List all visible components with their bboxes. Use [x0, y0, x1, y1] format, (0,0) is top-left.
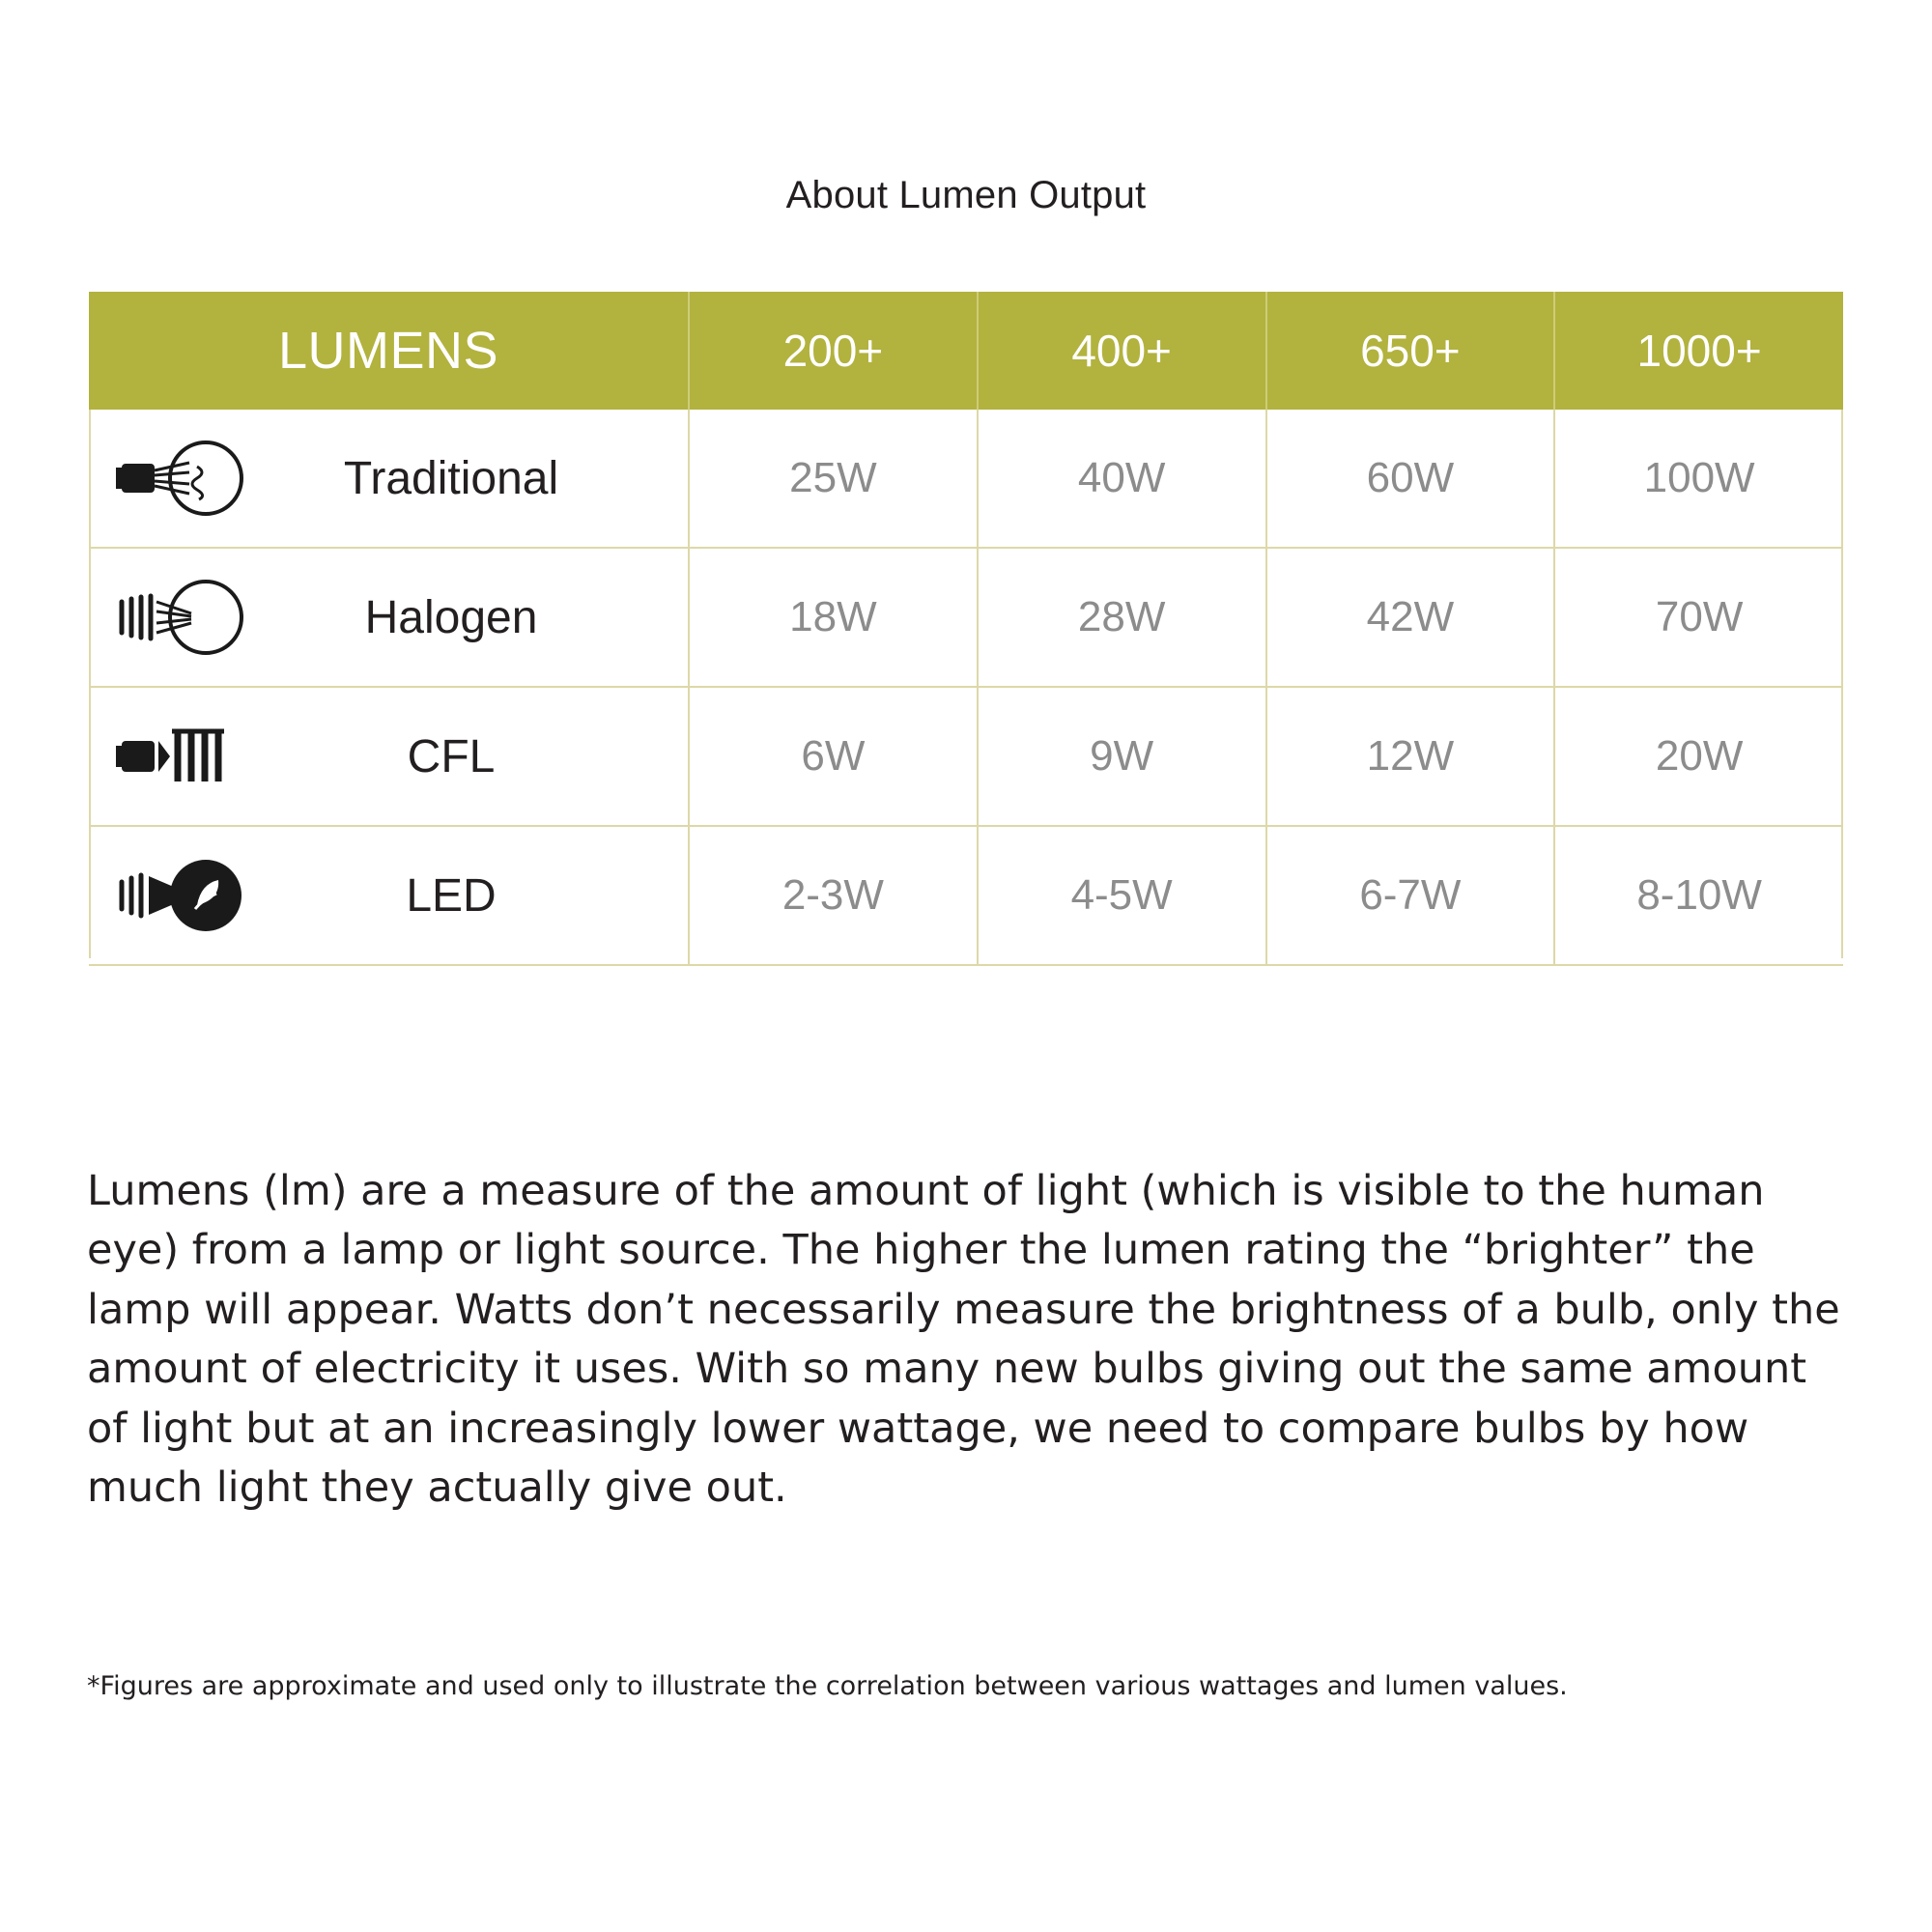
cell-traditional-650: 60W: [1266, 410, 1555, 548]
cell-halogen-1000: 70W: [1554, 548, 1843, 687]
body-paragraph: Lumens (lm) are a measure of the amount of light (which is visible to the human eye) from a lamp or light source. The higher the lumen rating the “brighter” the lamp will appear. Watts don’t necessarily measure the brightness of a bulb, only the amount of electricity it uses. With so many new bulbs giving out the same amount of light but at an increasingly lower wattage, we need to compare bulbs by how much light they actually give out.: [87, 1167, 1840, 1513]
row-label-cell-cfl: [89, 687, 689, 826]
row-type-led: LED: [406, 869, 497, 922]
header-col-400: 400+: [978, 292, 1266, 410]
cell-traditional-200: 25W: [689, 410, 978, 548]
header-col-650: 650+: [1266, 292, 1555, 410]
table-row: [89, 548, 1843, 687]
cell-cfl-650: 12W: [1266, 687, 1555, 826]
table-row: [89, 687, 1843, 826]
table-row: [89, 410, 1843, 548]
table-header-row: [89, 292, 1843, 410]
table-body: [89, 410, 1843, 965]
cell-halogen-200: 18W: [689, 548, 978, 687]
cell-led-400: 4-5W: [978, 826, 1266, 965]
cell-traditional-400: 40W: [978, 410, 1266, 548]
row-label-cell-halogen: [89, 548, 689, 687]
led-bulb-icon: [89, 851, 272, 940]
cell-led-1000: 8-10W: [1554, 826, 1843, 965]
cell-led-650: 6-7W: [1266, 826, 1555, 965]
row-type-cfl: CFL: [407, 730, 496, 782]
row-type-traditional: Traditional: [343, 452, 559, 504]
row-label-cell-traditional: [89, 410, 689, 548]
lumens-table-container: [89, 292, 1843, 966]
traditional-bulb-icon: [89, 434, 272, 523]
halogen-bulb-icon: [89, 573, 272, 662]
row-type-halogen: Halogen: [364, 591, 538, 643]
cell-cfl-200: 6W: [689, 687, 978, 826]
cell-cfl-1000: 20W: [1554, 687, 1843, 826]
footnote-text: *Figures are approximate and used only to illustrate the correlation between various wattages and lumen values.: [87, 1671, 1568, 1701]
table-row: [89, 826, 1843, 965]
header-col-200: 200+: [689, 292, 978, 410]
cell-halogen-650: 42W: [1266, 548, 1555, 687]
cell-led-200: 2-3W: [689, 826, 978, 965]
cell-halogen-400: 28W: [978, 548, 1266, 687]
row-label-cell-led: [89, 826, 689, 965]
header-lumens-label: LUMENS: [89, 292, 689, 410]
cfl-bulb-icon: [89, 712, 272, 801]
page-title: About Lumen Output: [785, 174, 1147, 216]
header-col-1000: 1000+: [1554, 292, 1843, 410]
cell-cfl-400: 9W: [978, 687, 1266, 826]
table-header: [89, 292, 1843, 410]
lumens-table: [89, 292, 1843, 966]
table-right-border: [1841, 410, 1843, 958]
cell-traditional-1000: 100W: [1554, 410, 1843, 548]
